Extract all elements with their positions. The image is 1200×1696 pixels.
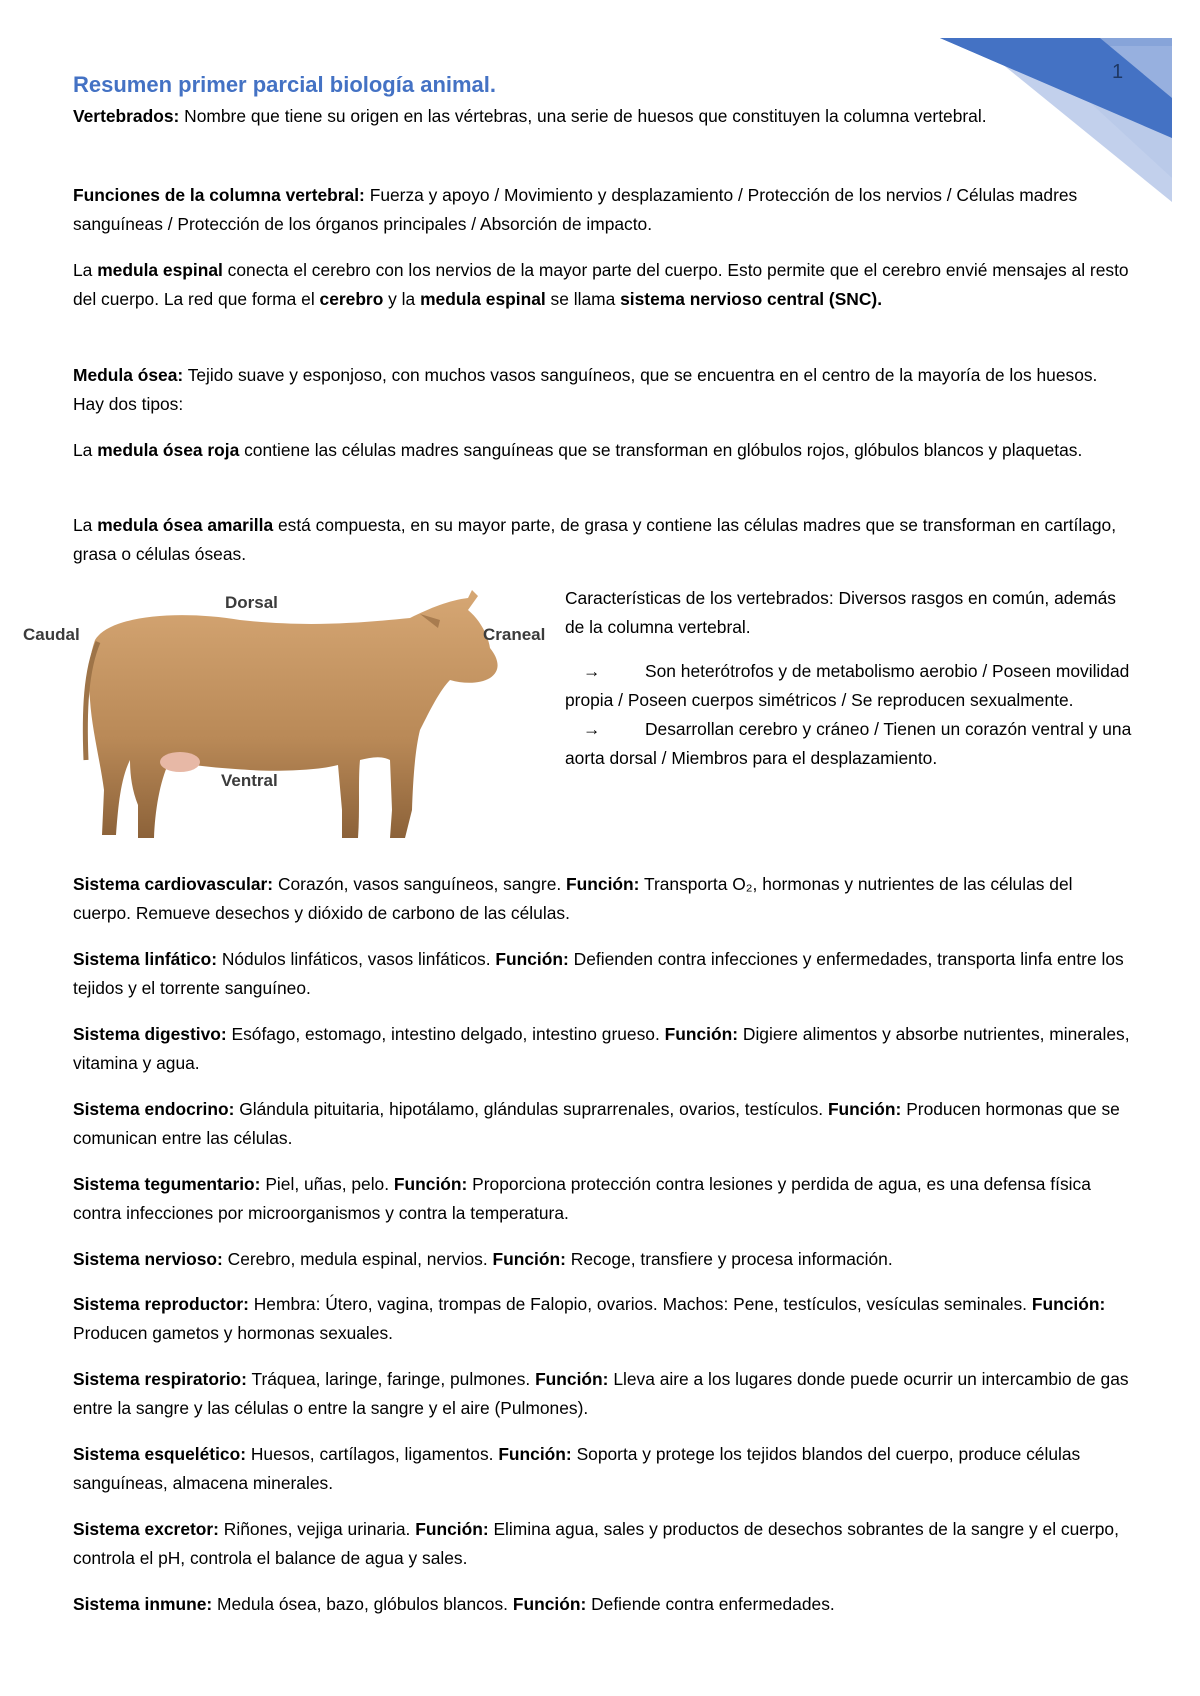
function-label: Función: (827, 1099, 902, 1119)
system-function: Lleva aire a los lugares donde puede ocurrir un intercambio de gas entre la sangre y las células o entre la sangre y el aire (Pulmones). (73, 1369, 1129, 1418)
function-label: Función: (495, 949, 569, 969)
bullet-text: Desarrollan cerebro y cráneo / Tienen un corazón ventral y una aorta dorsal / Miembros para el desplazamiento. (565, 719, 1132, 768)
system-name: Sistema inmune: (73, 1594, 213, 1614)
vertebrados-paragraph (73, 102, 1133, 131)
system-function: Proporciona protección contra lesiones y perdida de agua, es una defensa física contra infecciones por microorganismos y contra la temperatura. (73, 1174, 1091, 1223)
function-label: Función: (664, 1024, 739, 1044)
medula-osea-label: Medula ósea: (73, 365, 184, 385)
label-ventral: Ventral (221, 771, 278, 790)
system-organs: Tráquea, laringe, faringe, pulmones. (246, 1369, 536, 1389)
bold-run: medula ósea amarilla (97, 515, 274, 535)
bold-run: medula espinal (97, 260, 223, 280)
system-function: Producen gametos y hormonas sexuales. (73, 1323, 393, 1343)
system-function: Transporta O₂, hormonas y nutrientes de las células del cuerpo. Remueve desechos y dióxido de carbono de las células. (73, 874, 1073, 923)
system-organs: Piel, uñas, pelo. (260, 1174, 394, 1194)
system-name: Sistema reproductor: (73, 1294, 249, 1314)
text-run: se llama (545, 289, 621, 309)
system-organs: Cerebro, medula espinal, nervios. (222, 1249, 493, 1269)
page-title: Resumen primer parcial biología animal. (73, 72, 497, 97)
system-name: Sistema esquelético: (73, 1444, 247, 1464)
system-name: Sistema endocrino: (73, 1099, 235, 1119)
cow-figure (20, 580, 550, 860)
system-paragraph (73, 1290, 1133, 1348)
bullet-text: Son heterótrofos y de metabolismo aerobio / Poseen movilidad propia / Poseen cuerpos simétricos / Se reproducen sexualmente. (565, 661, 1130, 710)
label-caudal: Caudal (23, 625, 80, 644)
system-function: Soporta y protege los tejidos blandos del cuerpo, produce células sanguíneas, almacena minerales. (73, 1444, 1081, 1493)
funciones-paragraph (73, 181, 1133, 239)
system-function: Elimina agua, sales y productos de desechos sobrantes de la sangre y el cuerpo, controla el pH, controla el balance de agua y sales. (73, 1519, 1119, 1568)
vertebrados-label: Vertebrados: (73, 106, 180, 126)
system-name: Sistema linfático: (73, 949, 217, 969)
label-craneal: Craneal (483, 625, 546, 644)
funciones-label: Funciones de la columna vertebral: (73, 185, 365, 205)
system-paragraph (73, 1365, 1133, 1423)
system-paragraph (73, 1590, 1133, 1619)
bold-run: medula ósea roja (97, 440, 240, 460)
caracteristicas-bullets (565, 657, 1135, 773)
system-name: Sistema excretor: (73, 1519, 219, 1539)
vertebrados-text: Nombre que tiene su origen en las vértebras, una serie de huesos que constituyen la columna vertebral. (179, 106, 987, 126)
system-paragraph (73, 1020, 1133, 1078)
text-run: contiene las células madres sanguíneas que se transforman en glóbulos rojos, glóbulos blancos y plaquetas. (239, 440, 1083, 460)
system-function: Digiere alimentos y absorbe nutrientes, minerales, vitamina y agua. (73, 1024, 1130, 1073)
text-run: La (73, 515, 98, 535)
system-organs: Corazón, vasos sanguíneos, sangre. (273, 874, 567, 894)
function-label: Función: (1031, 1294, 1106, 1314)
function-label: Función: (535, 1369, 609, 1389)
function-label: Función: (566, 874, 640, 894)
medula-amarilla-paragraph (73, 511, 1133, 569)
funciones-text: Fuerza y apoyo / Movimiento y desplazamiento / Protección de los nervios / Células madres sanguíneas / Protección de los órganos principales / Absorción de impacto. (73, 185, 1078, 234)
function-label: Función: (498, 1444, 572, 1464)
system-name: Sistema respiratorio: (73, 1369, 247, 1389)
system-organs: Medula ósea, bazo, glóbulos blancos. (212, 1594, 513, 1614)
system-paragraph (73, 1245, 1133, 1274)
text-run: conecta el cerebro con los nervios de la mayor parte del cuerpo. Esto permite que el cerebro envié mensajes al resto del cuerpo. La red que forma el (73, 260, 1129, 309)
arrow-icon: → (583, 661, 601, 681)
medula-roja-paragraph (73, 436, 1133, 465)
system-function: Defiende contra enfermedades. (586, 1594, 835, 1614)
system-paragraph (73, 945, 1133, 1003)
system-paragraph (73, 1095, 1133, 1153)
text-run: La (73, 440, 98, 460)
system-organs: Hembra: Útero, vagina, trompas de Falopio, ovarios. Machos: Pene, testículos, vesículas seminales. (248, 1294, 1032, 1314)
system-function: Defienden contra infecciones y enfermedades, transporta linfa entre los tejidos y el torrente sanguíneo. (73, 949, 1124, 998)
bold-run: cerebro (319, 289, 384, 309)
function-label: Función: (512, 1594, 587, 1614)
bold-run: medula espinal (420, 289, 546, 309)
cow-illustration (20, 580, 550, 860)
function-label: Función: (393, 1174, 468, 1194)
medula-osea-text: Tejido suave y esponjoso, con muchos vasos sanguíneos, que se encuentra en el centro de la mayoría de los huesos. Hay dos tipos: (73, 365, 1098, 414)
system-function: Producen hormonas que se comunican entre las células. (73, 1099, 1120, 1148)
text-run: y la (383, 289, 421, 309)
system-name: Sistema digestivo: (73, 1024, 227, 1044)
system-organs: Huesos, cartílagos, ligamentos. (246, 1444, 499, 1464)
label-dorsal: Dorsal (225, 593, 278, 612)
bullet-item (565, 715, 1135, 773)
text-run: está compuesta, en su mayor parte, de grasa y contiene las células madres que se transforman en cartílago, grasa o células óseas. (73, 515, 1117, 564)
system-name: Sistema nervioso: (73, 1249, 223, 1269)
function-label: Función: (492, 1249, 566, 1269)
function-label: Función: (415, 1519, 489, 1539)
system-paragraph (73, 1170, 1133, 1228)
caracteristicas-text: Características de los vertebrados: Diversos rasgos en común, además de la columna vertebral. (565, 588, 1116, 637)
system-paragraph (73, 1515, 1133, 1573)
system-name: Sistema tegumentario: (73, 1174, 261, 1194)
system-organs: Nódulos linfáticos, vasos linfáticos. (217, 949, 496, 969)
text-run: La (73, 260, 98, 280)
system-function: Recoge, transfiere y procesa información. (565, 1249, 893, 1269)
medula-osea-paragraph (73, 361, 1133, 419)
arrow-icon: → (583, 719, 601, 739)
system-name: Sistema cardiovascular: (73, 874, 274, 894)
system-organs: Esófago, estomago, intestino delgado, intestino grueso. (226, 1024, 665, 1044)
page-number: 1 (1112, 61, 1124, 83)
bold-run: sistema nervioso central (SNC). (620, 289, 883, 309)
system-organs: Glándula pituitaria, hipotálamo, glándulas suprarrenales, ovarios, testículos. (234, 1099, 828, 1119)
system-organs: Riñones, vejiga urinaria. (218, 1519, 416, 1539)
system-paragraph (73, 870, 1133, 928)
medula-espinal-paragraph (73, 256, 1133, 314)
bullet-item (565, 657, 1135, 715)
system-paragraph (73, 1440, 1133, 1498)
